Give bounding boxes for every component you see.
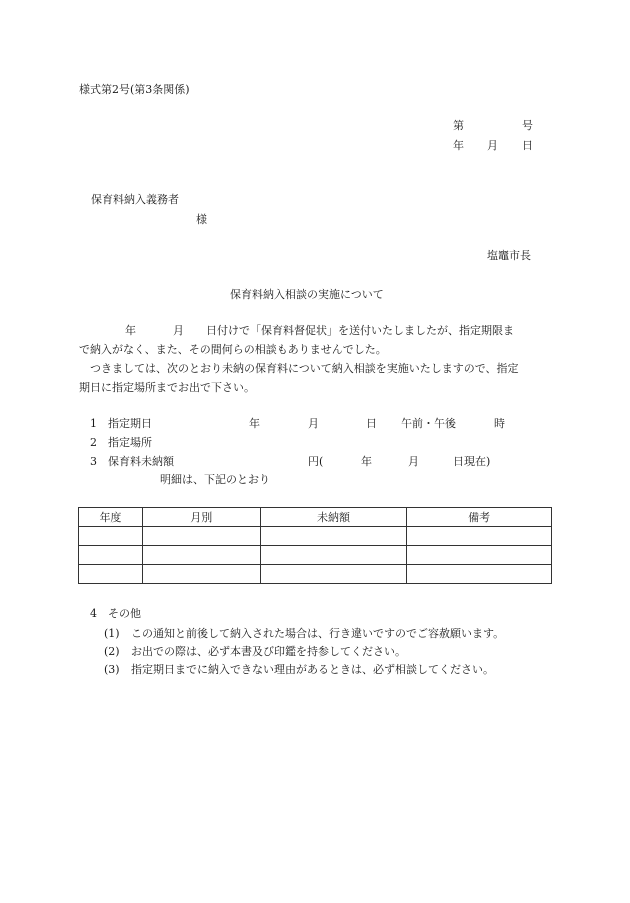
body-line4: 期日に指定場所までお出で下さい。: [79, 381, 255, 394]
item2-num: 2: [90, 436, 97, 449]
body-line3: つきましては、次のとおり未納の保育料について納入相談を実施いたしますので、指定: [90, 362, 519, 375]
table-cell: [142, 527, 260, 546]
details-note: 明細は、下記のとおり: [160, 473, 270, 486]
issuer: 塩竈市長: [487, 249, 531, 262]
table-row: [79, 546, 552, 565]
table-cell: [407, 527, 552, 546]
note3-text: 指定期日までに納入できない理由があるときは、必ず相談してください。: [131, 663, 494, 676]
table-cell: [260, 565, 407, 584]
item1-num: 1: [90, 417, 97, 430]
header-month: 月別: [142, 508, 260, 527]
other-num: 4: [90, 607, 97, 620]
item1-month: 月: [308, 417, 319, 430]
form-id: 様式第2号(第3条関係): [79, 83, 190, 96]
item1-day: 日: [366, 417, 377, 430]
table-row: [79, 565, 552, 584]
header-remarks: 備考: [407, 508, 552, 527]
body-line2: で納入がなく、また、その間何らの相談もありませんでした。: [79, 343, 387, 356]
item3-yen: 円(: [308, 455, 324, 468]
other-heading: その他: [108, 607, 141, 620]
addressee-sama: 様: [196, 213, 207, 226]
item1-hour: 時: [494, 417, 505, 430]
table-cell: [407, 565, 552, 584]
item3-month: 月: [408, 455, 419, 468]
date-day: 日: [522, 139, 533, 152]
header-unpaid-amount: 未納額: [260, 508, 407, 527]
table-cell: [79, 527, 143, 546]
note1-num: (1): [104, 627, 120, 640]
table-cell: [407, 546, 552, 565]
addressee-label: 保育料納入義務者: [91, 193, 179, 206]
body-month: 月: [173, 324, 184, 337]
table-cell: [260, 527, 407, 546]
item1-year: 年: [249, 417, 260, 430]
table-cell: [260, 546, 407, 565]
note2-num: (2): [104, 645, 120, 658]
table-cell: [142, 546, 260, 565]
date-month: 月: [487, 139, 498, 152]
body-line1: 日付けで「保育料督促状」を送付いたしましたが、指定期限ま: [206, 324, 514, 337]
doc-number-go: 号: [522, 119, 533, 132]
item1-label: 指定期日: [108, 417, 152, 430]
item3-year: 年: [361, 455, 372, 468]
item3-label: 保育料未納額: [108, 455, 174, 468]
item2-label: 指定場所: [108, 436, 152, 449]
doc-number-dai: 第: [453, 119, 464, 132]
item1-ampm: 午前・午後: [401, 417, 456, 430]
table-row: [79, 527, 552, 546]
header-fiscal-year: 年度: [79, 508, 143, 527]
arrears-table: [78, 507, 552, 584]
table-cell: [79, 546, 143, 565]
table-cell: [142, 565, 260, 584]
note1-text: この通知と前後して納入された場合は、行き違いですのでご容赦願います。: [131, 627, 505, 640]
table-cell: [79, 565, 143, 584]
document-title: 保育料納入相談の実施について: [230, 288, 384, 301]
item3-as-of: 日現在): [453, 455, 491, 468]
note3-num: (3): [104, 663, 120, 676]
item3-num: 3: [90, 455, 97, 468]
date-year: 年: [453, 139, 464, 152]
body-year: 年: [125, 324, 136, 337]
note2-text: お出での際は、必ず本書及び印鑑を持参してください。: [131, 645, 406, 658]
table-header-row: [79, 508, 552, 527]
